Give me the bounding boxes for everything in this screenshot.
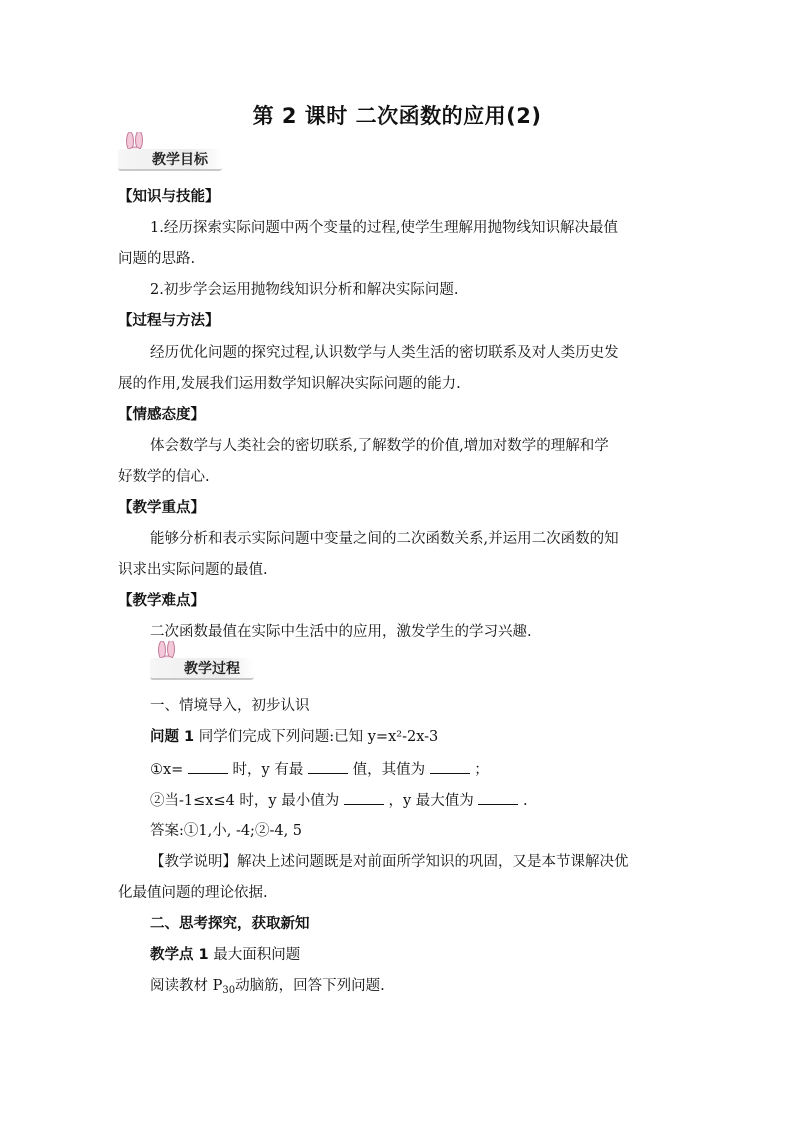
- answer-blank: [430, 759, 470, 774]
- knowledge-header: 【知识与技能】: [118, 189, 220, 205]
- reading-instruction: 阅读教材 $P_{30}$动脑筋，回答下列问题.: [150, 978, 385, 996]
- question-1: [150, 727, 678, 747]
- knowledge-item-1-line-2: 问题的思路.: [118, 251, 196, 267]
- section-badge-label: 教学目标: [152, 152, 208, 168]
- page-title: 第 2 课时 二次函数的应用(2): [252, 104, 542, 128]
- step-2-heading: 二、思考探究，获取新知: [150, 916, 310, 932]
- difficult-point-header: 【教学难点】: [118, 593, 205, 609]
- difficult-point-line: 二次函数最值在实际中生活中的应用，激发学生的学习兴趣.: [150, 624, 532, 640]
- answer-blank: [308, 759, 348, 774]
- answer-blank: [344, 790, 384, 805]
- teaching-note-line-2: 化最值问题的理论依据.: [118, 885, 268, 901]
- process-line-2: 展的作用,发展我们运用数学知识解决实际问题的能力.: [118, 376, 461, 392]
- process-line-1: 经历优化问题的探究过程,认识数学与人类生活的密切联系及对人类历史发: [150, 345, 619, 361]
- answer-blank: [478, 790, 518, 805]
- teaching-point-1-text: 最大面积问题: [208, 947, 301, 963]
- knowledge-item-1-line-1: 1.经历探索实际问题中两个变量的过程,使学生理解用抛物线知识解决最值: [150, 220, 618, 236]
- teaching-point-1: [150, 945, 678, 965]
- key-point-line-1: 能够分析和表示实际问题中变量之间的二次函数关系,并运用二次函数的知: [150, 531, 619, 547]
- section-badge-process: [150, 651, 254, 687]
- answer-line: 答案:①1,小, -4;②-4, 5: [150, 823, 303, 839]
- teaching-note-line-1: 【教学说明】解决上述问题既是对前面所学知识的巩固，又是本节课解决优: [150, 854, 629, 870]
- section-badge-goals: [118, 142, 222, 178]
- answer-blank: [188, 759, 228, 774]
- knowledge-item-2: 2.初步学会运用抛物线知识分析和解决实际问题.: [150, 282, 459, 298]
- key-point-header: 【教学重点】: [118, 500, 205, 516]
- section-badge-label: 教学过程: [184, 661, 240, 677]
- step-1-heading: 一、情境导入，初步认识: [150, 698, 310, 714]
- process-header: 【过程与方法】: [118, 313, 220, 329]
- emotion-line-2: 好数学的信心.: [118, 469, 210, 485]
- teaching-point-1-label: 教学点 1: [150, 947, 209, 963]
- question-1-part-a: ①x= 时，y 有最 值，其值为 ；: [150, 759, 678, 780]
- question-1-text: 同学们完成下列问题:已知 y=x²-2x-3: [194, 729, 439, 745]
- emotion-line-1: 体会数学与人类社会的密切联系,了解数学的价值,增加对数学的理解和学: [150, 438, 609, 454]
- key-point-line-2: 识求出实际问题的最值.: [118, 562, 268, 578]
- question-1-label: 问题 1: [150, 729, 195, 745]
- emotion-header: 【情感态度】: [118, 407, 205, 423]
- question-1-part-b: ②当-1≤x≤4 时，y 最小值为 ，y 最大值为 .: [150, 790, 678, 811]
